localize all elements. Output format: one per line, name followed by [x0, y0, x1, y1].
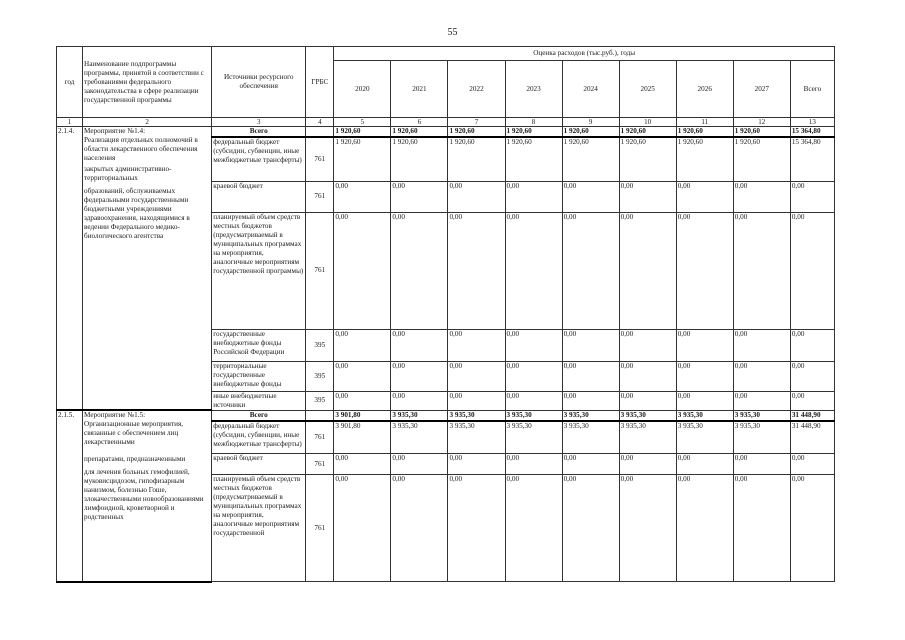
- header-name: Наименование подпрограммы программы, принятой в соответствии с требованиями федерального законодательства в сфере реализации государственной программы: [83, 47, 212, 118]
- grbs-code: 395: [306, 361, 334, 391]
- amount-cell: 31 448,90: [790, 421, 834, 454]
- amount-cell: 1 920,60: [448, 127, 505, 138]
- amount-cell: 3 935,30: [562, 410, 619, 421]
- amount-cell: 0,00: [562, 361, 619, 391]
- amount-cell: 0,00: [619, 181, 676, 212]
- header-source: Источники ресурсного обеспечения: [212, 47, 306, 118]
- measure-description: закрытых административно-территориальных: [84, 165, 172, 182]
- amount-cell: 1 920,60: [505, 127, 562, 138]
- grbs-code: 761: [306, 421, 334, 454]
- amount-cell: 0,00: [676, 475, 733, 582]
- amount-cell: 0,00: [790, 475, 834, 582]
- amount-cell: 1 920,60: [334, 127, 391, 138]
- amount-cell: 3 901,80: [334, 421, 391, 454]
- amount-cell: 1 920,60: [562, 127, 619, 138]
- budget-table: [56, 46, 835, 583]
- measure-code: 2.1.4.: [57, 127, 83, 411]
- amount-cell: 3 935,30: [448, 410, 505, 421]
- amount-cell: 0,00: [676, 329, 733, 361]
- amount-cell: 0,00: [334, 361, 391, 391]
- amount-cell: 0,00: [733, 475, 790, 582]
- amount-cell: 0,00: [676, 212, 733, 329]
- amount-cell: 3 935,30: [505, 410, 562, 421]
- amount-cell: 0,00: [505, 329, 562, 361]
- source-total-label: Всего: [212, 127, 306, 138]
- amount-cell: 0,00: [448, 391, 505, 410]
- amount-cell: 0,00: [334, 475, 391, 582]
- amount-cell: 1 920,60: [676, 137, 733, 181]
- column-number: 13: [790, 118, 834, 127]
- amount-cell: 0,00: [676, 181, 733, 212]
- amount-cell: 0,00: [334, 181, 391, 212]
- column-number: 10: [619, 118, 676, 127]
- amount-cell: 0,00: [334, 454, 391, 475]
- amount-cell: 0,00: [790, 454, 834, 475]
- amount-cell: 3 935,30: [505, 421, 562, 454]
- source-label: краевой бюджет: [212, 454, 306, 475]
- amount-cell: 3 935,30: [619, 421, 676, 454]
- header-year: 2027: [733, 61, 790, 118]
- source-label: федеральный бюджет (субсидии, субвенции, иные межбюджетные трансферты): [212, 137, 306, 181]
- source-label: территориальные государственные внебюджетные фонды: [212, 361, 306, 391]
- amount-cell: 0,00: [619, 361, 676, 391]
- measure-total-row: [57, 410, 835, 421]
- column-number: 11: [676, 118, 733, 127]
- amount-cell: 0,00: [562, 212, 619, 329]
- column-number: 3: [212, 118, 306, 127]
- amount-cell: 0,00: [562, 475, 619, 582]
- amount-cell: 0,00: [562, 329, 619, 361]
- grbs-code: [306, 410, 334, 421]
- amount-cell: 0,00: [619, 329, 676, 361]
- grbs-code: 761: [306, 475, 334, 582]
- source-label: краевой бюджет: [212, 181, 306, 212]
- source-label: планируемый объем средств местных бюджетов (предусматриваемый в муниципальных программах на мероприятия, аналогичные мероприятиям государственной программы): [212, 212, 306, 329]
- header-year: 2026: [676, 61, 733, 118]
- amount-cell: 0,00: [676, 454, 733, 475]
- amount-cell: 15 364,80: [790, 137, 834, 181]
- amount-cell: 15 364,80: [790, 127, 834, 138]
- amount-cell: 0,00: [733, 181, 790, 212]
- amount-cell: 1 920,60: [733, 127, 790, 138]
- amount-cell: 0,00: [562, 181, 619, 212]
- header-code: год: [57, 47, 83, 118]
- amount-cell: 0,00: [733, 391, 790, 410]
- amount-cell: 3 935,30: [448, 421, 505, 454]
- amount-cell: 0,00: [790, 361, 834, 391]
- grbs-code: 761: [306, 454, 334, 475]
- amount-cell: 3 935,30: [676, 421, 733, 454]
- amount-cell: 0,00: [505, 475, 562, 582]
- header-year: 2021: [391, 61, 448, 118]
- grbs-code: [306, 127, 334, 138]
- amount-cell: 0,00: [505, 181, 562, 212]
- amount-cell: 3 935,30: [733, 421, 790, 454]
- amount-cell: 0,00: [391, 475, 448, 582]
- amount-cell: 0,00: [619, 454, 676, 475]
- amount-cell: 0,00: [391, 181, 448, 212]
- measure-description: препаратами, предназначенными: [84, 455, 186, 463]
- amount-cell: 3 935,30: [391, 410, 448, 421]
- amount-cell: 1 920,60: [676, 127, 733, 138]
- column-number: 7: [448, 118, 505, 127]
- amount-cell: 1 920,60: [391, 137, 448, 181]
- header-estimate: Оценка расходов (тыс.руб.), годы: [334, 47, 835, 61]
- amount-cell: 0,00: [790, 181, 834, 212]
- amount-cell: 0,00: [505, 454, 562, 475]
- column-number: 6: [391, 118, 448, 127]
- amount-cell: 0,00: [391, 454, 448, 475]
- measure-description: образований, обслуживаемых федеральными государственными бюджетными учреждениями здравоохранения, находящимися в ведении Федерального медико-биологического агентства: [84, 187, 190, 240]
- measure-name: [83, 410, 212, 582]
- column-number-row: [57, 118, 835, 127]
- grbs-code: 395: [306, 391, 334, 410]
- amount-cell: 0,00: [790, 212, 834, 329]
- source-total-label: Всего: [212, 410, 306, 421]
- amount-cell: 3 935,30: [733, 410, 790, 421]
- amount-cell: 0,00: [334, 212, 391, 329]
- amount-cell: 0,00: [448, 475, 505, 582]
- header-year: 2025: [619, 61, 676, 118]
- amount-cell: 0,00: [391, 391, 448, 410]
- amount-cell: 0,00: [448, 361, 505, 391]
- measure-name: [83, 127, 212, 411]
- column-number: 2: [83, 118, 212, 127]
- source-label: федеральный бюджет (субсидии, субвенции, иные межбюджетные трансферты): [212, 421, 306, 454]
- grbs-code: 761: [306, 212, 334, 329]
- amount-cell: 1 920,60: [619, 127, 676, 138]
- measure-code: 2.1.5.: [57, 410, 83, 582]
- grbs-code: 761: [306, 137, 334, 181]
- amount-cell: 0,00: [619, 475, 676, 582]
- amount-cell: 0,00: [391, 361, 448, 391]
- page-number: 55: [447, 27, 458, 38]
- column-number: 9: [562, 118, 619, 127]
- header-year: 2024: [562, 61, 619, 118]
- header-year: 2023: [505, 61, 562, 118]
- amount-cell: 0,00: [505, 212, 562, 329]
- amount-cell: 1 920,60: [391, 127, 448, 138]
- amount-cell: 1 920,60: [505, 137, 562, 181]
- amount-cell: 1 920,60: [733, 137, 790, 181]
- amount-cell: 0,00: [334, 329, 391, 361]
- measure-total-row: [57, 127, 835, 138]
- amount-cell: 0,00: [619, 391, 676, 410]
- measure-description: Реализация отдельных полномочий в области лекарственного обеспечения населения: [84, 136, 198, 162]
- column-number: 8: [505, 118, 562, 127]
- column-number: 12: [733, 118, 790, 127]
- amount-cell: 0,00: [448, 329, 505, 361]
- amount-cell: 0,00: [733, 212, 790, 329]
- amount-cell: 0,00: [391, 212, 448, 329]
- measure-title: Мероприятие №1.5:: [84, 411, 146, 419]
- amount-cell: 3 935,30: [562, 421, 619, 454]
- amount-cell: 31 448,90: [790, 410, 834, 421]
- amount-cell: 0,00: [733, 454, 790, 475]
- amount-cell: 0,00: [448, 454, 505, 475]
- amount-cell: 1 920,60: [448, 137, 505, 181]
- amount-cell: 0,00: [334, 391, 391, 410]
- amount-cell: 0,00: [448, 181, 505, 212]
- column-number: 1: [57, 118, 83, 127]
- amount-cell: 0,00: [790, 329, 834, 361]
- header-grbs: ГРБС: [306, 47, 334, 118]
- amount-cell: 0,00: [562, 391, 619, 410]
- amount-cell: 3 901,80: [334, 410, 391, 421]
- amount-cell: 0,00: [448, 212, 505, 329]
- column-number: 4: [306, 118, 334, 127]
- measure-description: для лечения больных гемофилией, муковисцидозом, гипофизарным нанизмом, болезнью Гоше, злокачественными новообразованиями лимфоидной, кроветворной и родственных: [84, 468, 204, 521]
- grbs-code: 761: [306, 181, 334, 212]
- amount-cell: 0,00: [391, 329, 448, 361]
- measure-description: Организационные мероприятия, связанные с обеспечением лиц лекарственными: [84, 420, 184, 446]
- source-label: иные внебюджетные источники: [212, 391, 306, 410]
- amount-cell: 0,00: [676, 361, 733, 391]
- header-year: Всего: [790, 61, 834, 118]
- amount-cell: 0,00: [505, 361, 562, 391]
- amount-cell: 0,00: [562, 454, 619, 475]
- amount-cell: 0,00: [676, 391, 733, 410]
- column-number: 5: [334, 118, 391, 127]
- amount-cell: 0,00: [733, 329, 790, 361]
- header-year: 2020: [334, 61, 391, 118]
- amount-cell: 0,00: [505, 391, 562, 410]
- amount-cell: 0,00: [790, 391, 834, 410]
- amount-cell: 3 935,30: [676, 410, 733, 421]
- grbs-code: 395: [306, 329, 334, 361]
- amount-cell: 1 920,60: [619, 137, 676, 181]
- header-year: 2022: [448, 61, 505, 118]
- amount-cell: 3 935,30: [619, 410, 676, 421]
- source-label: государственные внебюджетные фонды Российской Федерации: [212, 329, 306, 361]
- amount-cell: 1 920,60: [334, 137, 391, 181]
- amount-cell: 0,00: [733, 361, 790, 391]
- measure-title: Мероприятие №1.4:: [84, 127, 146, 135]
- amount-cell: 0,00: [619, 212, 676, 329]
- source-label: планируемый объем средств местных бюджетов (предусматриваемый в муниципальных программах на мероприятия, аналогичные мероприятиям государственной: [212, 475, 306, 582]
- amount-cell: 1 920,60: [562, 137, 619, 181]
- table-header-row: [57, 47, 835, 61]
- amount-cell: 3 935,30: [391, 421, 448, 454]
